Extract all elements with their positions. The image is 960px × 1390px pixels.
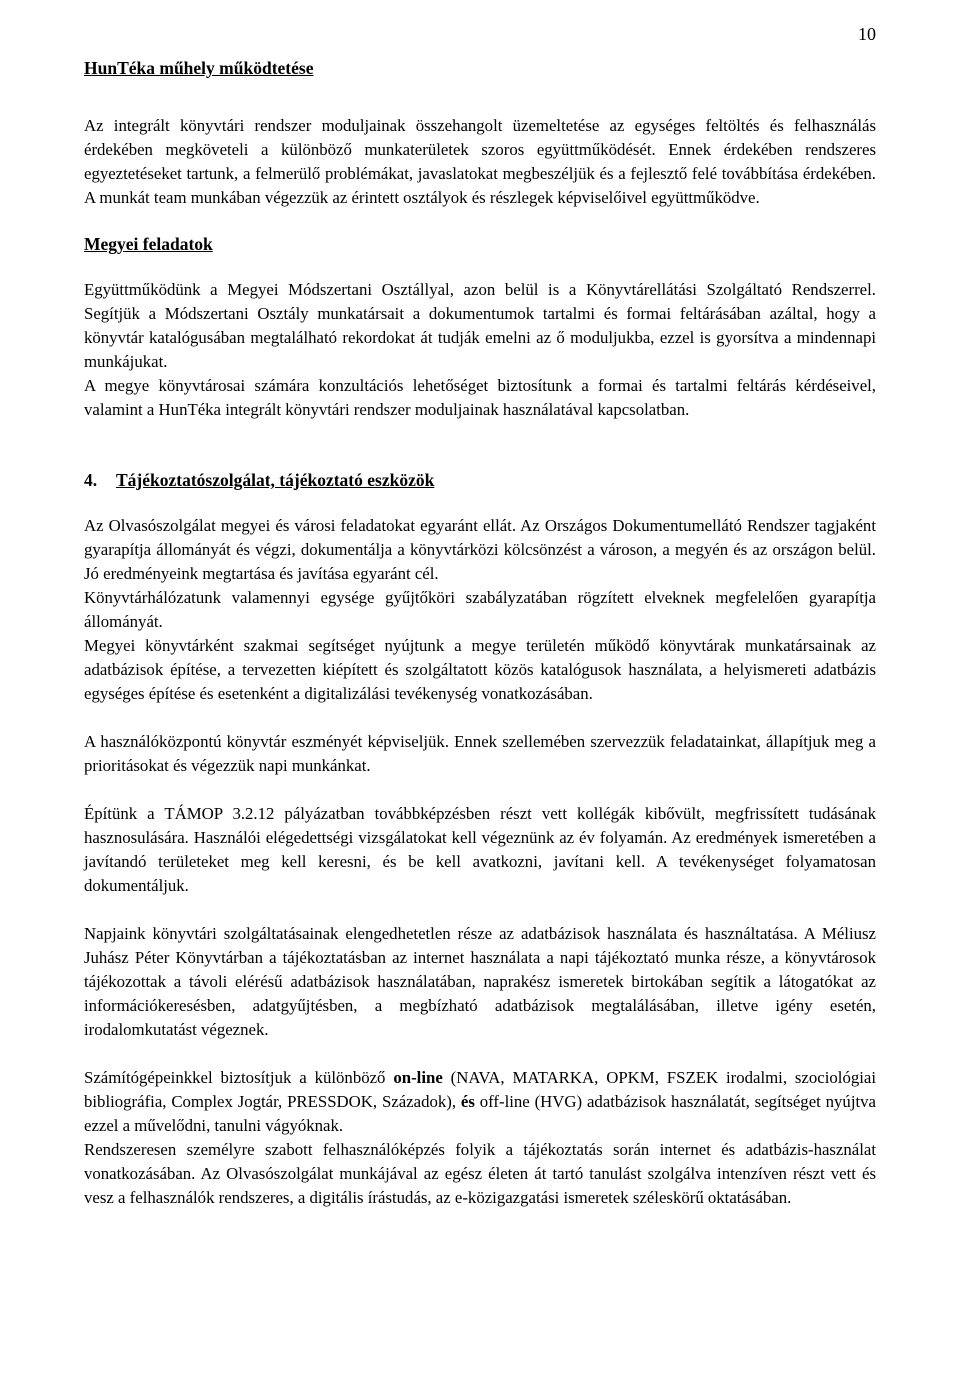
spacer bbox=[84, 1042, 876, 1066]
page-number: 10 bbox=[858, 24, 876, 44]
paragraph-reading-service: Az Olvasószolgálat megyei és városi feladatokat egyaránt ellát. Az Országos Dokumentumellátó Rendszer tagjaként gyarapítja állományát és végzi, dokumentálja a könyvtárközi kölcsönzést a városon, a megyén és az országon belül. Jó eredményeink megtartása és javítása egyaránt cél. bbox=[84, 516, 876, 583]
document-body bbox=[84, 56, 876, 1210]
paragraph-county-1: Együttműködünk a Megyei Módszertani Osztállyal, azon belül is a Könyvtárellátási Szolgáltató Rendszerrel. Segítjük a Módszertani Osztály munkatársait a dokumentumok tartalmi és formai feltárásában azáltal, hogy a könyvtár katalógusában megtalálható rekordokat át tudják emelni az ő moduljukba, ezzel is gyorsítva a mindennapi munkájukat. bbox=[84, 280, 876, 371]
section-title: Tájékoztatószolgálat, tájékoztató eszközök bbox=[116, 470, 435, 490]
paragraph-huntaka: Az integrált könyvtári rendszer moduljainak összehangolt üzemeltetése az egységes feltöltés és felhasználás érdekében megköveteli a különböző munkaterületek szoros együttműködését. Ennek érdekében rendszeres egyeztetéseket tartunk, a felmerülő problémákat, javaslatokat megbeszéljük és a fejlesztő felé továbbítása érdekében. A munkát team munkában végezzük az érintett osztályok és részlegek képviselőivel együttműködve. bbox=[84, 116, 876, 207]
paragraph-user-training: Rendszeresen személyre szabott felhasználóképzés folyik a tájékoztatás során internet és adatbázis-használat vonatkozásában. Az Olvasószolgálat munkájával az egész életen át tartó tanulást szolgálva intenzíven részt vett és vesz a felhasználók rendszeres, a digitális írástudás, az e-közigazgatási ismeretek széleskörű oktatásában. bbox=[84, 1140, 876, 1207]
section-heading-4 bbox=[84, 468, 876, 492]
paragraph-user-centered: A használóközpontú könyvtár eszményét képviseljük. Ennek szellemében szervezzük feladatainkat, állapítjuk meg a prioritásokat és végezzük napi munkánkat. bbox=[84, 732, 876, 775]
spacer bbox=[84, 422, 876, 468]
spacer bbox=[84, 898, 876, 922]
paragraph-computers bbox=[84, 1066, 876, 1138]
spacer bbox=[84, 256, 876, 278]
text-run-bold-and: és bbox=[460, 1092, 475, 1111]
heading-huntaka-workshop: HunTéka műhely működtetése bbox=[84, 58, 314, 78]
spacer bbox=[84, 492, 876, 514]
text-run-bold-online: on-line bbox=[393, 1068, 443, 1087]
paragraph-county-library: Megyei könyvtárként szakmai segítséget nyújtunk a megye területén működő könyvtárak munkatársainak az adatbázisok építése, a tervezetten kiépített és szolgáltatott közös katalógusok használata, a helyismereti adatbázis egységes építése és esetenként a digitalizálási tevékenység vonatkozásában. bbox=[84, 636, 876, 703]
paragraph-library-network: Könyvtárhálózatunk valamennyi egysége gyűjtőköri szabályzatában rögzített elveknek megfelelően gyarapítja állományát. bbox=[84, 588, 876, 631]
paragraph-databases: Napjaink könyvtári szolgáltatásainak elengedhetetlen része az adatbázisok használata és használtatása. A Méliusz Juhász Péter Könyvtárban a tájékoztatásban az internet használata a napi tájékoztató munka része, a könyvtárosok tájékozottak a távoli elérésű adatbázisok használatában, naprakész ismeretek birtokában segítik a látogatókat az információkeresésben, adatgyűjtésben, a megbízható adatbázisok megtalálásában, illetve igény esetén, irodalomkutatást végeznek. bbox=[84, 924, 876, 1039]
text-run: Számítógépeinkkel biztosítjuk a különböző bbox=[84, 1068, 394, 1087]
text-run: (NAVA, MATARKA, OPKM, FSZEK irodalmi, szociológiai bibliográfia, Complex Jogtár, PRESSDOK, Századok), bbox=[84, 1068, 876, 1111]
text-run: off-line (HVG) adatbázisok használatát, segítséget nyújtva ezzel a művelődni, tanulni vágyóknak. bbox=[84, 1092, 876, 1135]
heading-county-tasks: Megyei feladatok bbox=[84, 234, 213, 254]
section-number: 4. bbox=[84, 470, 98, 490]
spacer bbox=[84, 706, 876, 730]
paragraph-tamop: Építünk a TÁMOP 3.2.12 pályázatban továbbképzésben részt vett kollégák kibővült, megfrissített tudásának hasznosulására. Használói elégedettségi vizsgálatokat kell végeznünk az év folyamán. Az eredmények ismeretében a javítandó területeket meg kell keresni, és be kell avatkozni, javítani kell. A tevékenységet folyamatosan dokumentáljuk. bbox=[84, 804, 876, 895]
spacer bbox=[84, 778, 876, 802]
spacer bbox=[84, 210, 876, 232]
paragraph-county-2: A megye könyvtárosai számára konzultációs lehetőséget biztosítunk a formai és tartalmi feltárás kérdéseivel, valamint a HunTéka integrált könyvtári rendszer moduljainak használatával kapcsolatban. bbox=[84, 376, 876, 419]
